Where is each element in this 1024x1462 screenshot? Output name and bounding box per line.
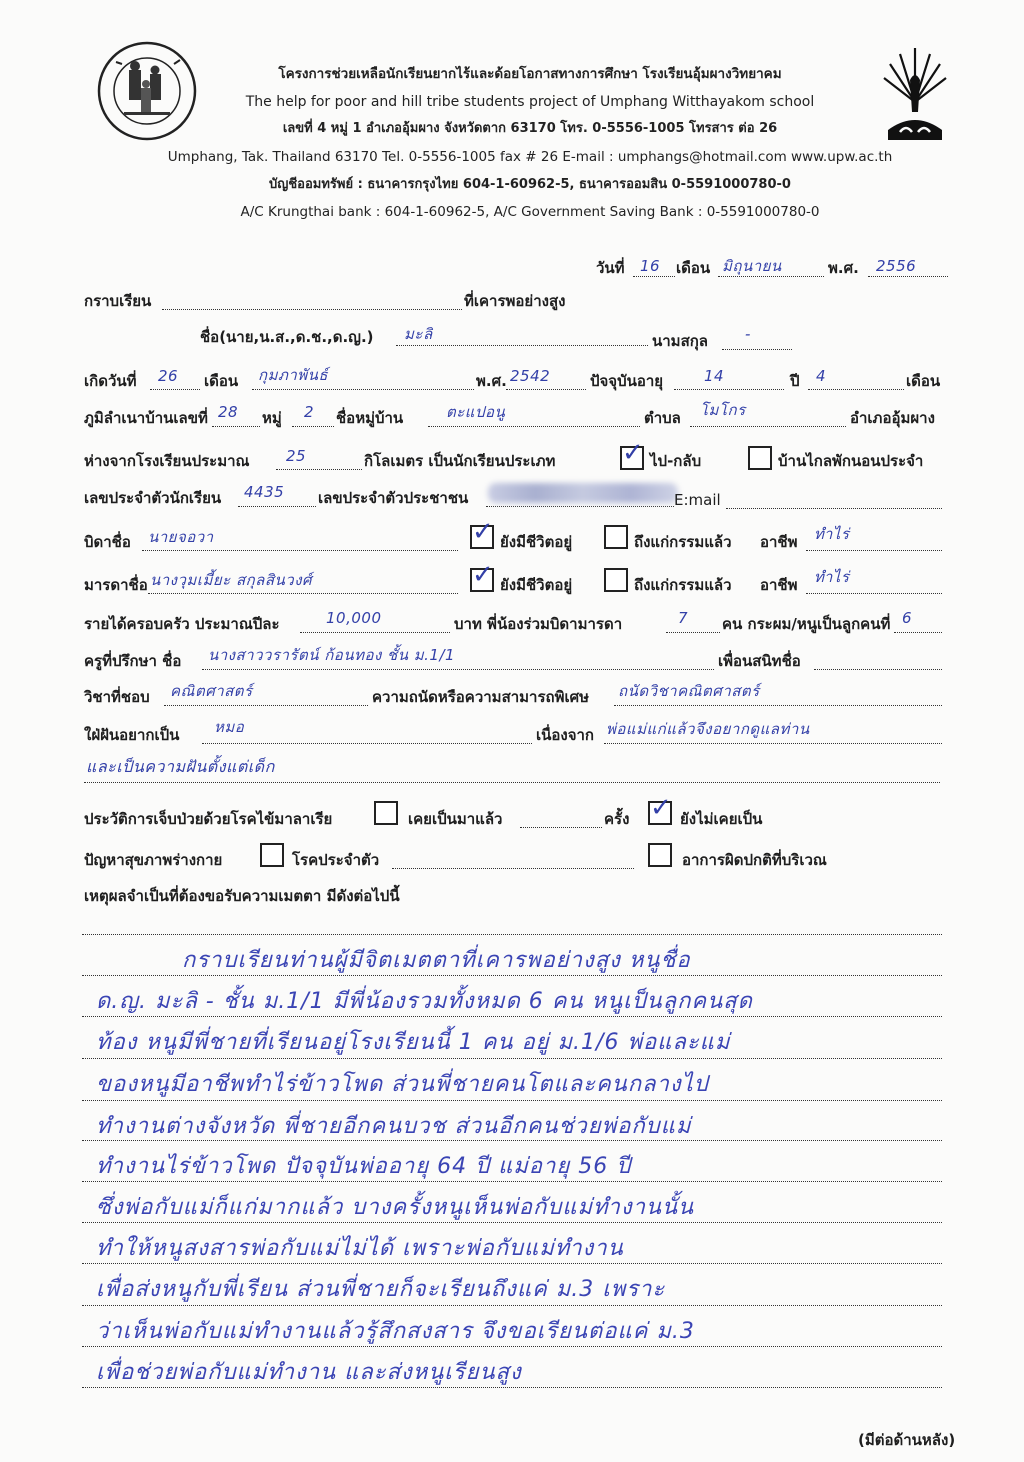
father-alive-label: ยังมีชีวิตอยู่ (500, 533, 573, 551)
letter-line: เพื่อส่งหนูกับพี่เรียน ส่วนพี่ชายก็จะเรียนถึงแค่ ม.3 เพราะ (96, 1277, 666, 1302)
tambon-value: โมโกร (700, 401, 746, 419)
abnormal-label: อาการผิดปกติที่บริเวณ (682, 851, 827, 869)
father-label: บิดาชื่อ (84, 533, 131, 551)
because-value: พ่อแม่แก่แล้วจึงอยากดูแลท่าน (606, 720, 810, 738)
letter-line: ซึ่งพ่อกับแม่ก็แก่มากแล้ว บางครั้งหนูเห็นพ่อกับแม่ทำงานนั้น (96, 1195, 695, 1220)
subject-value: คณิตศาสตร์ (170, 682, 253, 700)
letter-line: ทำให้หนูสงสารพ่อกับแม่ไม่ได้ เพราะพ่อกับแม่ทำงาน (96, 1236, 624, 1261)
continued-note: (มีต่อด้านหลัง) (858, 1431, 956, 1449)
header-line-3: เลขที่ 4 หมู่ 1 อำเภออุ้มผาง จังหวัดตาก 63170 โทร. 0-5556-1005 โทรสาร ต่อ 26 (282, 121, 778, 136)
chronic-checkbox[interactable] (260, 843, 284, 867)
boarding-label: บ้านไกลพักนอนประจำ (778, 452, 924, 470)
birth-year-value: 2542 (510, 367, 551, 385)
father-deceased-checkbox[interactable] (604, 525, 628, 549)
mother-job-label: อาชีพ (760, 576, 798, 594)
moo-label: หมู่ (262, 409, 282, 427)
abnormal-checkbox[interactable] (648, 843, 672, 867)
letter-line: เพื่อช่วยพ่อกับแม่ทำงาน และส่งหนูเรียนสูง (96, 1360, 522, 1385)
birth-day-value: 26 (158, 367, 179, 385)
baht-label: บาท พี่น้องร่วมบิดามารดา (454, 615, 623, 633)
malaria-label: ประวัติการเจ็บป่วยด้วยโรคไข้มาลาเรีย (84, 810, 333, 828)
name-label: ชื่อ(นาย,น.ส.,ด.ช.,ด.ญ.) (200, 328, 374, 346)
mother-alive-label: ยังมีชีวิตอยู่ (500, 576, 573, 594)
father-deceased-label: ถึงแก่กรรมแล้ว (634, 533, 732, 551)
letter-line: ของหนูมีอาชีพทำไร่ข้าวโพด ส่วนพี่ชายคนโตและคนกลางไป (96, 1072, 709, 1097)
age-label: ปัจจุบันอายุ (590, 372, 664, 390)
birth-day-label: เกิดวันที่ (84, 372, 137, 390)
teacher-value: นางสาววรารัตน์ ก้อนทอง ชั้น ม.1/1 (208, 646, 456, 664)
times-label: ครั้ง (604, 810, 630, 828)
malaria-never-label: ยังไม่เคยเป็น (680, 810, 763, 828)
dream-value: หมอ (214, 718, 245, 736)
km-label: กิโลเมตร เป็นนักเรียนประเภท (364, 452, 556, 470)
header-line-6: A/C Krungthai bank : 604-1-60962-5, A/C Government Saving Bank : 0-5591000780-0 (240, 204, 820, 220)
reason-label: เหตุผลจำเป็นที่ต้องขอรับความเมตตา มีดังต่อไปนี้ (84, 887, 400, 905)
moo-value: 2 (304, 403, 315, 421)
malaria-had-label: เคยเป็นมาแล้ว (408, 810, 503, 828)
mother-name-value: นางวุมเมี้ยะ สกุลสินวงศ์ (150, 571, 313, 589)
header-line-4: Umphang, Tak. Thailand 63170 Tel. 0-5556-1005 fax # 26 E-mail : umphangs@hotmail.com www.upw.ac.th (167, 149, 893, 165)
surname-value: - (745, 325, 751, 343)
age-months-value: 4 (816, 367, 827, 385)
mother-label: มารดาชื่อ (84, 576, 148, 594)
income-value: 10,000 (326, 609, 382, 627)
age-year-unit: ปี (790, 372, 800, 390)
father-job-value: ทำไร่ (814, 525, 850, 543)
birth-year-label: พ.ศ. (476, 372, 507, 390)
letter-line: ทำงานต่างจังหวัด พี่ชายอีกคนบวช ส่วนอีกคนช่วยพ่อกับแม่ (96, 1114, 692, 1139)
talent-label: ความถนัดหรือความสามารถพิเศษ (372, 688, 590, 706)
talent-value: ถนัดวิชาคณิตศาสตร์ (618, 682, 760, 700)
person-label: คน กระผม/หนูเป็นลูกคนที่ (722, 615, 891, 633)
date-day-value: 16 (640, 257, 661, 275)
email-label: E:mail (674, 491, 721, 509)
check-mark-icon: ✓ (472, 517, 494, 547)
letter-line: ด.ญ. มะลิ - ชั้น ม.1/1 มีพี่น้องรวมทั้งหมด 6 คน หนูเป็นลูกคนสุด (96, 989, 753, 1014)
letter-line: กราบเรียนท่านผู้มีจิตเมตตาที่เคารพอย่างสูง หนูชื่อ (182, 948, 691, 973)
student-id-label: เลขประจำตัวนักเรียน (84, 489, 222, 507)
father-alive-checkbox[interactable] (470, 517, 494, 549)
friend-label: เพื่อนสนิทชื่อ (718, 652, 801, 670)
mother-job-value: ทำไร่ (814, 568, 850, 586)
village-label: ชื่อหมู่บ้าน (336, 409, 404, 427)
malaria-never-checkbox[interactable] (648, 793, 672, 825)
birth-month-label: เดือน (204, 372, 239, 390)
citizen-id-label: เลขประจำตัวประชาชน (318, 489, 469, 507)
check-mark-icon: ✓ (622, 438, 644, 468)
name-value: มะลิ (404, 325, 433, 343)
date-year-value: 2556 (876, 257, 917, 275)
citizen-id-redacted (488, 483, 678, 503)
header-line-2: The help for poor and hill tribe students project of Umphang Witthayakom school (245, 94, 815, 110)
commute-label: ไป-กลับ (650, 452, 702, 470)
health-label: ปัญหาสุขภาพร่างกาย (84, 851, 223, 869)
child-no-value: 6 (902, 609, 913, 627)
chronic-label: โรคประจำตัว (292, 851, 380, 869)
letter-line: ท้อง หนูมีพี่ชายที่เรียนอยู่โรงเรียนนี้ 1 คน อยู่ ม.1/6 พ่อและแม่ (96, 1030, 731, 1055)
date-year-label: พ.ศ. (828, 259, 859, 277)
salutation-label: กราบเรียน (84, 292, 152, 310)
income-label: รายได้ครอบครัว ประมาณปีละ (84, 615, 280, 633)
surname-label: นามสกุล (652, 332, 708, 350)
respect-label: ที่เคารพอย่างสูง (464, 292, 566, 310)
because-label: เนื่องจาก (536, 726, 595, 744)
home-no-value: 28 (218, 403, 239, 421)
distance-label: ห่างจากโรงเรียนประมาณ (84, 452, 250, 470)
date-month-label: เดือน (676, 259, 711, 277)
mother-deceased-label: ถึงแก่กรรมแล้ว (634, 576, 732, 594)
date-month-value: มิถุนายน (722, 257, 782, 275)
home-no-label: ภูมิลำเนาบ้านเลขที่ (84, 409, 208, 427)
tambon-label: ตำบล (644, 409, 681, 427)
mother-deceased-checkbox[interactable] (604, 568, 628, 592)
siblings-value: 7 (678, 609, 689, 627)
subject-label: วิชาที่ชอบ (84, 688, 150, 706)
teacher-label: ครูที่ปรึกษา ชื่อ (84, 652, 182, 670)
age-value: 14 (704, 367, 725, 385)
header-line-1: โครงการช่วยเหลือนักเรียนยากไร้และด้อยโอกาสทางการศึกษา โรงเรียนอุ้มผางวิทยาคม (278, 66, 782, 82)
distance-value: 25 (286, 447, 307, 465)
letter-line: ว่าเห็นพ่อกับแม่ทำงานแล้วรู้สึกสงสาร จึงขอเรียนต่อแค่ ม.3 (96, 1319, 695, 1344)
village-value: ตะแปอนู (446, 403, 506, 421)
header-line-5: บัญชีออมทรัพย์ : ธนาคารกรุงไทย 604-1-60962-5, ธนาคารออมสิน 0-5591000780-0 (269, 177, 791, 192)
mother-alive-checkbox[interactable] (470, 560, 494, 592)
age-month-unit: เดือน (906, 372, 941, 390)
dream-label: ใฝ่ฝันอยากเป็น (84, 726, 180, 744)
father-name-value: นายจอวา (148, 528, 214, 546)
letter-line: ทำงานไร่ข้าวโพด ปัจจุบันพ่ออายุ 64 ปี แม่อายุ 56 ปี (96, 1154, 632, 1179)
student-id-value: 4435 (244, 483, 285, 501)
birth-month-value: กุมภาพันธ์ (258, 366, 329, 384)
check-mark-icon: ✓ (472, 560, 494, 590)
father-job-label: อาชีพ (760, 533, 798, 551)
because-value-2: และเป็นความฝันตั้งแต่เด็ก (86, 757, 275, 776)
malaria-had-checkbox[interactable] (374, 801, 398, 825)
date-day-label: วันที่ (596, 259, 625, 277)
boarding-checkbox[interactable] (748, 446, 772, 470)
commute-checkbox[interactable] (620, 438, 644, 470)
check-mark-icon: ✓ (650, 793, 672, 823)
amphoe-label: อำเภออุ้มผาง (850, 409, 935, 427)
